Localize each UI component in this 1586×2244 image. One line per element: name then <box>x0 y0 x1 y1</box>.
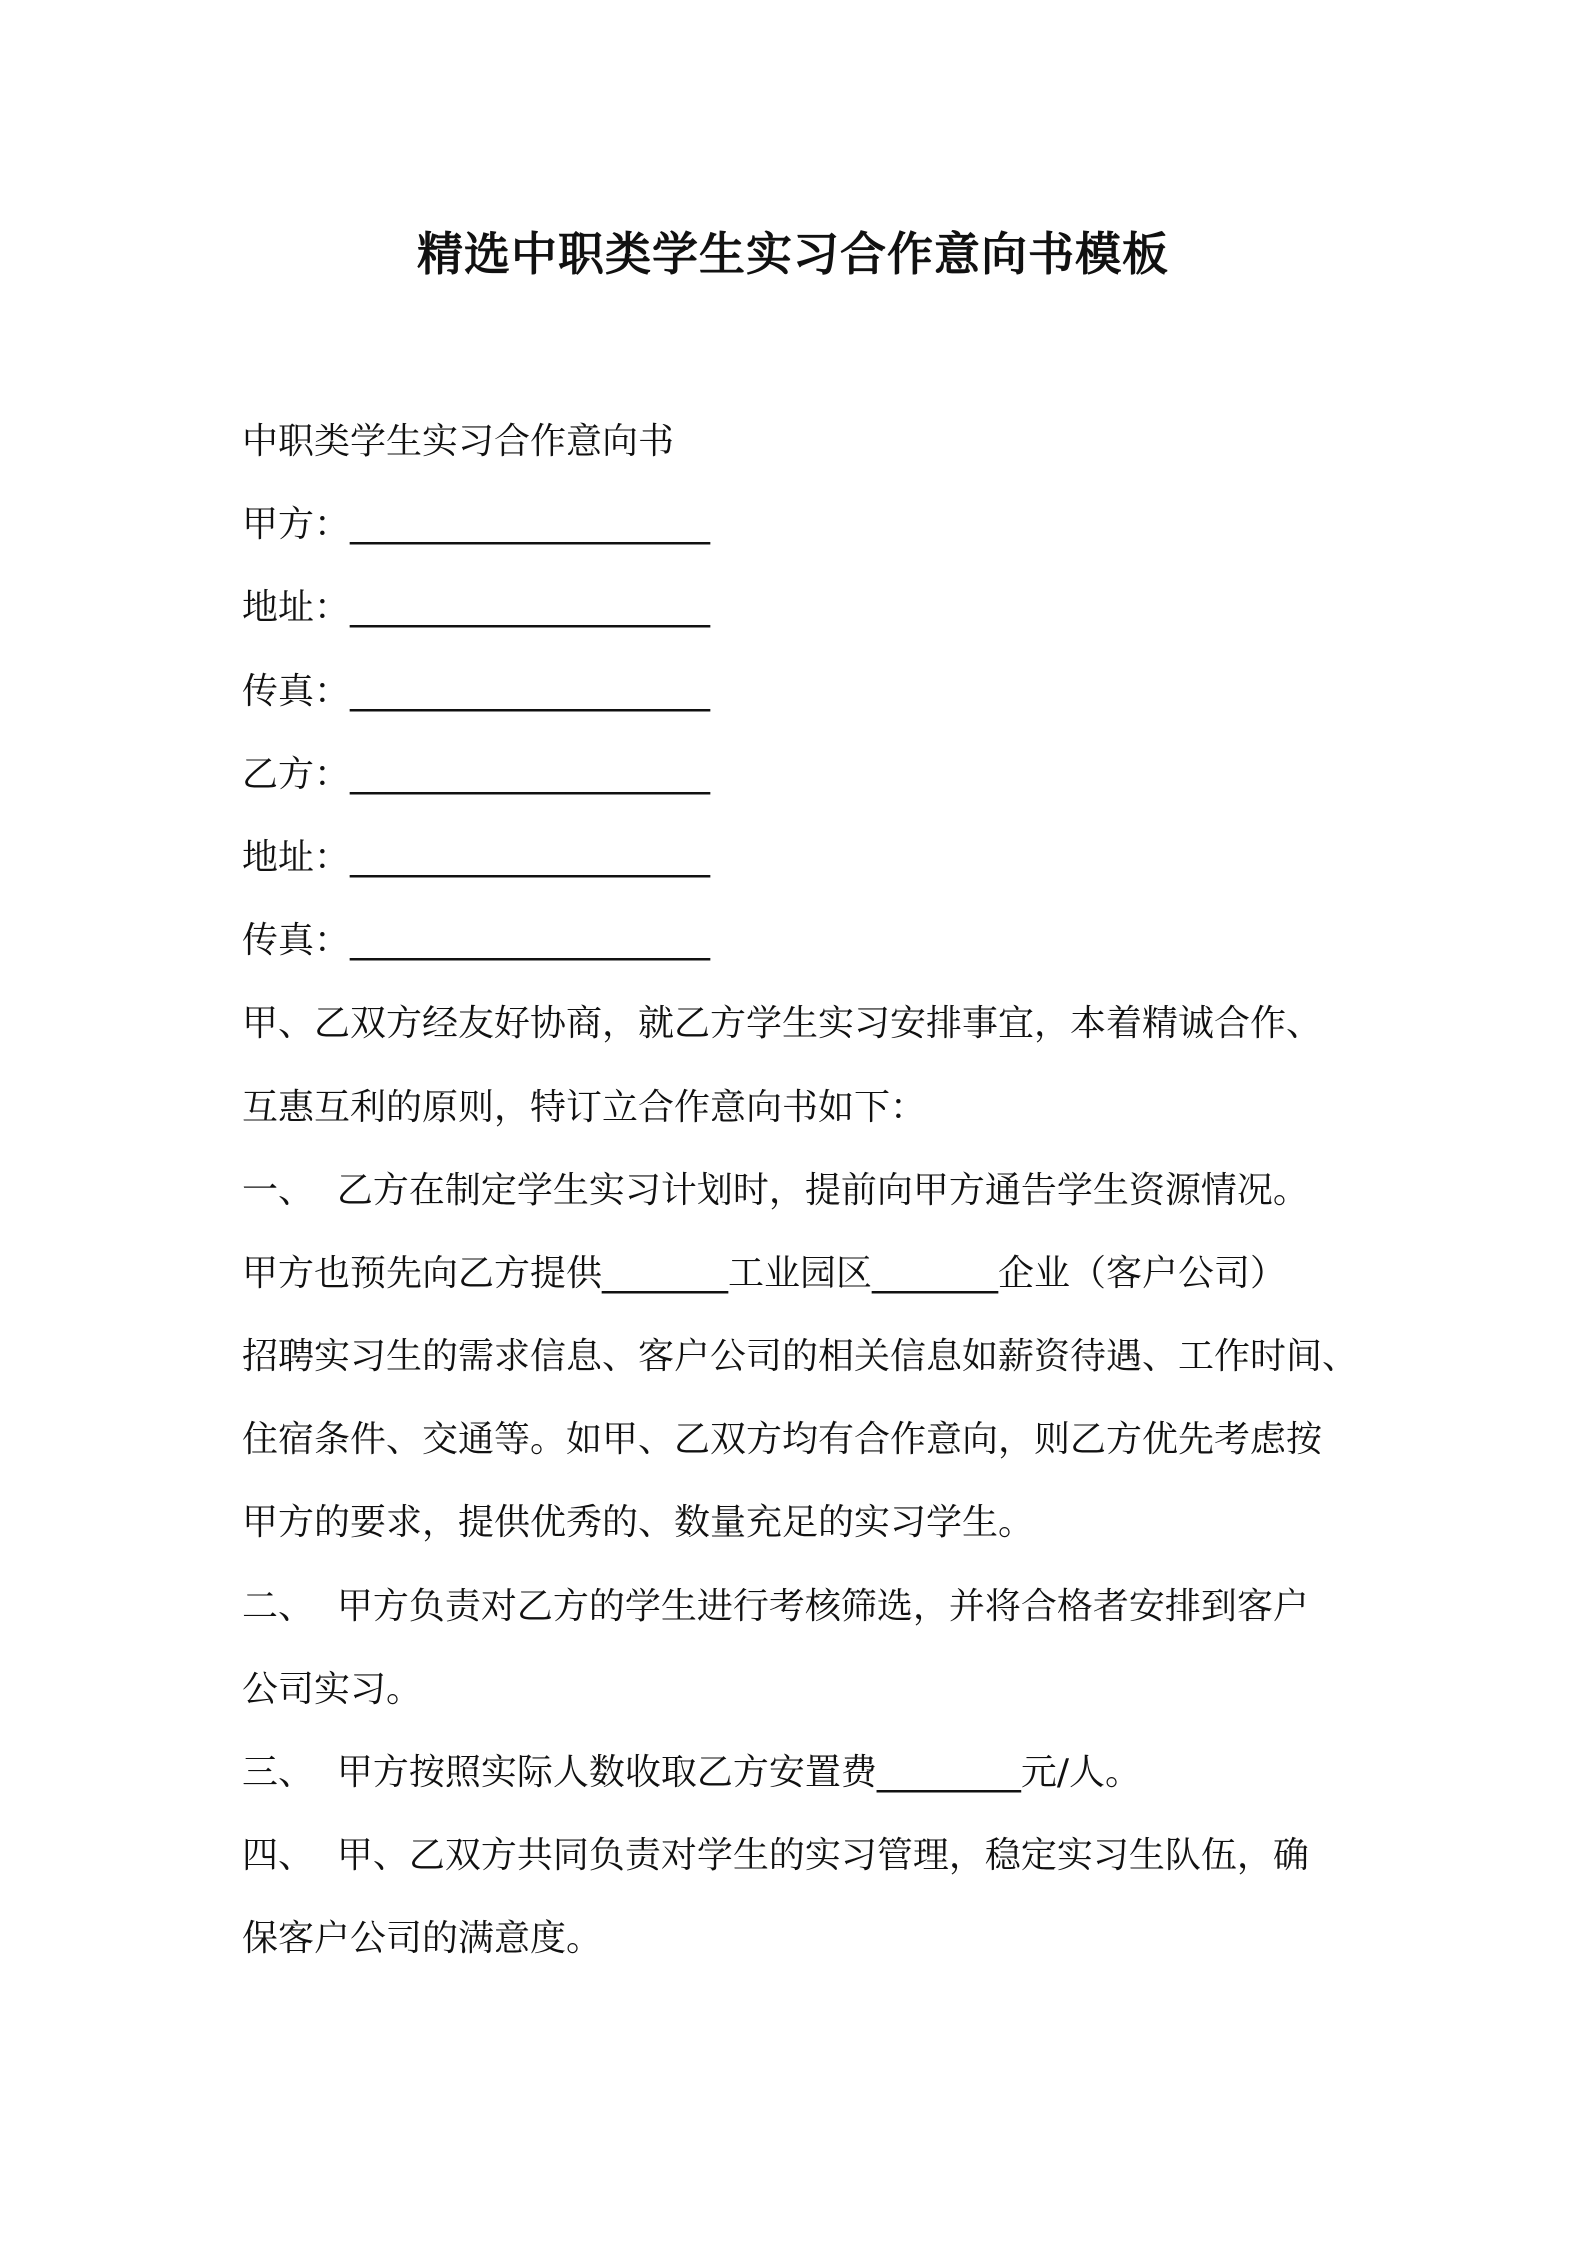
party-a-fax-field: 传真：____________________ <box>242 670 711 712</box>
clause-1-line: 一、 乙方在制定学生实习计划时，提前向甲方通告学生资源情况。 <box>242 1169 1309 1211</box>
clause-4-line: 四、 甲、乙双方共同负责对学生的实习管理，稳定实习生队伍，确 <box>242 1835 1309 1877</box>
clause-2-line: 二、 甲方负责对乙方的学生进行考核筛选，并将合格者安排到客户 <box>242 1585 1309 1627</box>
doc-subtitle: 中职类学生实习合作意向书 <box>242 421 675 462</box>
clause-2-line: 公司实习。 <box>242 1668 423 1710</box>
clause-4-line: 保客户公司的满意度。 <box>242 1918 603 1960</box>
intro-paragraph-line: 互惠互利的原则，特订立合作意向书如下： <box>242 1086 927 1128</box>
party-b-fax-field: 传真：____________________ <box>242 920 711 962</box>
document-title: 精选中职类学生实习合作意向书模板 <box>417 227 1169 281</box>
clause-1-line: 招聘实习生的需求信息、客户公司的相关信息如薪资待遇、工作时间、 <box>242 1336 1359 1378</box>
clause-3-line: 三、 甲方按照实际人数收取乙方安置费________元/人。 <box>242 1752 1142 1793</box>
intro-paragraph-line: 甲、乙双方经友好协商，就乙方学生实习安排事宜，本着精诚合作、 <box>242 1003 1323 1045</box>
clause-1-line: 甲方也预先向乙方提供_______工业园区_______企业（客户公司） <box>242 1252 1287 1294</box>
party-a-address-field: 地址：____________________ <box>242 587 711 629</box>
document-body <box>242 400 1362 1981</box>
clause-1-line: 甲方的要求，提供优秀的、数量充足的实习学生。 <box>242 1502 1035 1544</box>
party-b-address-field: 地址：____________________ <box>242 836 711 878</box>
party-b-field: 乙方：____________________ <box>242 753 711 795</box>
clause-1-line: 住宿条件、交通等。如甲、乙双方均有合作意向，则乙方优先考虑按 <box>242 1419 1323 1461</box>
party-a-field: 甲方：____________________ <box>242 504 711 546</box>
